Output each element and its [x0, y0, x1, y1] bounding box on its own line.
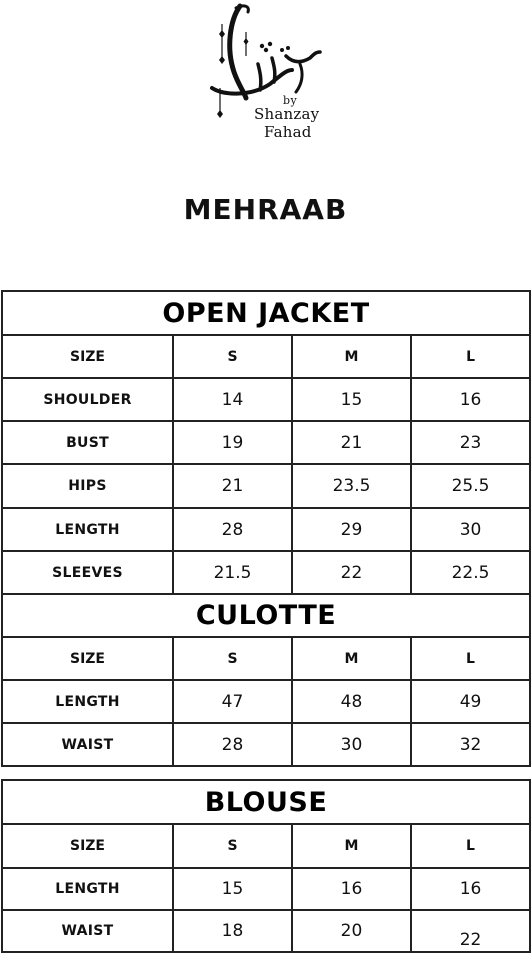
value-cell: 14 — [173, 378, 292, 421]
table-row — [2, 421, 530, 464]
table-header-row — [2, 335, 530, 378]
value-cell: 21 — [292, 421, 411, 464]
value-cell: 30 — [292, 723, 411, 766]
value-cell: 25.5 — [411, 464, 530, 508]
brand-logo — [200, 0, 340, 146]
row-label: HIPS — [2, 464, 173, 508]
table-title: OPEN JACKET — [2, 291, 530, 335]
header-cell: L — [411, 637, 530, 680]
row-label: SLEEVES — [2, 551, 173, 594]
value-cell: 21.5 — [173, 551, 292, 594]
value-cell: 49 — [411, 680, 530, 723]
value-cell: 29 — [292, 508, 411, 551]
blouse-size-table — [1, 779, 531, 953]
header-cell: SIZE — [2, 335, 173, 378]
value-cell: 30 — [411, 508, 530, 551]
row-label: WAIST — [2, 723, 173, 766]
header-cell: S — [173, 335, 292, 378]
value-cell: 23.5 — [292, 464, 411, 508]
header-cell: M — [292, 824, 411, 868]
table-row — [2, 551, 530, 594]
value-cell: 22.5 — [411, 551, 530, 594]
value-text: 22 — [459, 930, 482, 950]
row-label: LENGTH — [2, 868, 173, 910]
header-cell: SIZE — [2, 824, 173, 868]
value-cell: 16 — [292, 868, 411, 910]
value-cell: 18 — [173, 910, 292, 952]
culotte-size-table — [1, 593, 531, 767]
row-label: WAIST — [2, 910, 173, 952]
table-row — [2, 508, 530, 551]
value-cell — [411, 910, 530, 952]
header-cell: M — [292, 335, 411, 378]
value-cell: 19 — [173, 421, 292, 464]
table-title: CULOTTE — [2, 594, 530, 637]
value-cell: 32 — [411, 723, 530, 766]
table-row — [2, 868, 530, 910]
value-cell: 16 — [411, 868, 530, 910]
table-row — [2, 910, 530, 952]
row-label: LENGTH — [2, 508, 173, 551]
header-cell: S — [173, 637, 292, 680]
value-cell: 48 — [292, 680, 411, 723]
row-label: LENGTH — [2, 680, 173, 723]
header-cell: S — [173, 824, 292, 868]
header-cell: SIZE — [2, 637, 173, 680]
header-cell: M — [292, 637, 411, 680]
logo-name-first: Shanzay — [254, 105, 320, 123]
table-row — [2, 378, 530, 421]
value-cell: 28 — [173, 723, 292, 766]
header-cell: L — [411, 824, 530, 868]
value-cell: 21 — [173, 464, 292, 508]
table-header-row — [2, 824, 530, 868]
table-title: BLOUSE — [2, 780, 530, 824]
value-cell: 22 — [292, 551, 411, 594]
row-label: SHOULDER — [2, 378, 173, 421]
logo-by-text: by — [283, 94, 298, 107]
header-cell: L — [411, 335, 530, 378]
value-cell: 15 — [292, 378, 411, 421]
table-row — [2, 723, 530, 766]
value-cell: 15 — [173, 868, 292, 910]
collection-title: MEHRAAB — [183, 193, 348, 226]
value-cell: 16 — [411, 378, 530, 421]
value-cell: 47 — [173, 680, 292, 723]
table-header-row — [2, 637, 530, 680]
value-cell: 28 — [173, 508, 292, 551]
logo-name-last: Fahad — [264, 123, 312, 141]
table-row — [2, 680, 530, 723]
value-cell: 20 — [292, 910, 411, 952]
open-jacket-size-table — [1, 290, 531, 595]
value-cell: 23 — [411, 421, 530, 464]
table-row — [2, 464, 530, 508]
row-label: BUST — [2, 421, 173, 464]
